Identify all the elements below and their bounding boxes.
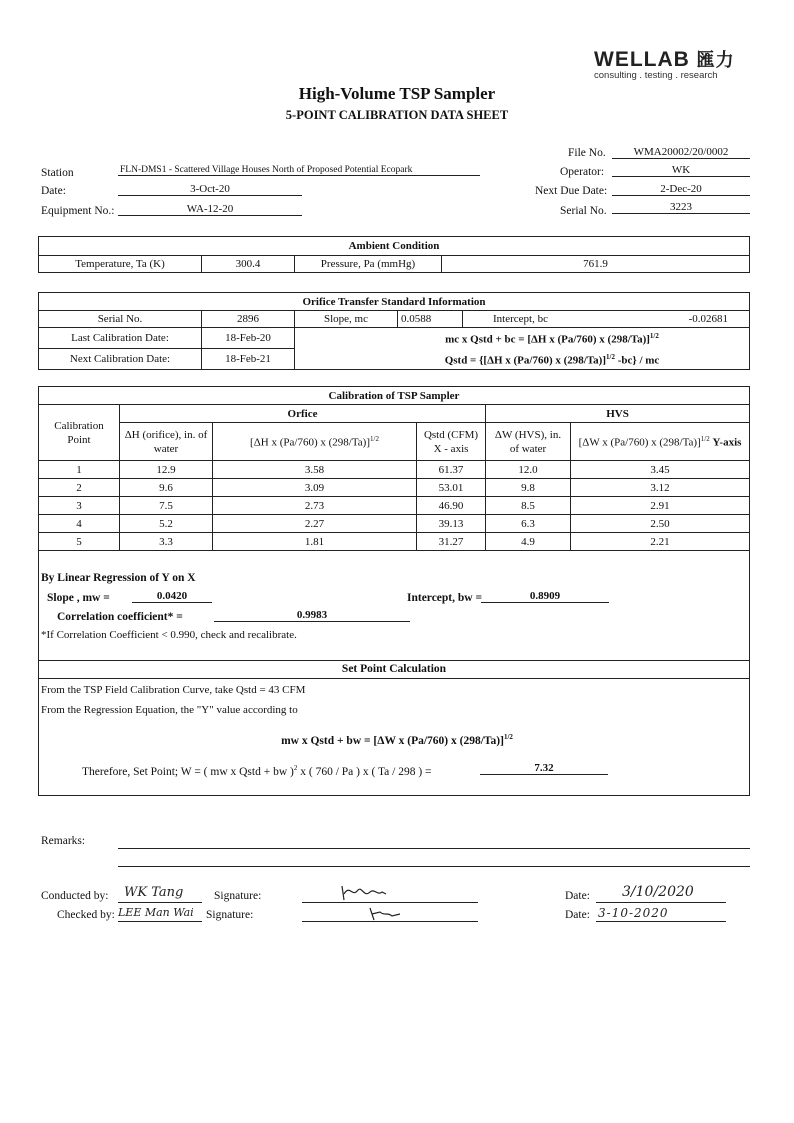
- setpoint-title-bar: [38, 661, 750, 679]
- equipment-label: Equipment No.:: [41, 205, 115, 217]
- intercept-bw-label: Intercept, bw =: [407, 592, 483, 604]
- calibration-table: [38, 386, 750, 551]
- cell-dh-expr: 3.58: [213, 461, 417, 479]
- slope-mw-label: Slope , mw =: [47, 592, 110, 604]
- orifice-serial-value: 2896: [202, 311, 295, 328]
- file-no-value: WMA20002/20/0002: [612, 146, 750, 159]
- calibration-row: [39, 461, 750, 479]
- orifice-serial-label: Serial No.: [39, 311, 202, 328]
- ambient-condition-table: [38, 236, 750, 273]
- col-delta-h: ΔH (orifice), in. of water: [120, 423, 213, 461]
- cell-dw-expr: 2.21: [571, 533, 750, 551]
- signature-scribble-1: [338, 880, 398, 904]
- conducted-by-line: [118, 902, 202, 903]
- temperature-value: 300.4: [202, 256, 295, 273]
- calibration-row: [39, 515, 750, 533]
- conducted-by-label: Conducted by:: [41, 890, 109, 902]
- last-cal-value: 18-Feb-20: [202, 328, 295, 349]
- conducted-by-signature: WK Tang: [124, 885, 184, 900]
- cell-dh-expr: 1.81: [213, 533, 417, 551]
- equipment-value: WA-12-20: [118, 203, 302, 216]
- cell-dw-expr: 3.12: [571, 479, 750, 497]
- logo-brand: WELLAB: [594, 48, 690, 71]
- date-handwritten-2: 3-10-2020: [598, 906, 669, 920]
- intercept-bc-cell: [463, 311, 750, 328]
- col-delta-h-expr: [ΔH x (Pa/760) x (298/Ta)]$^{1/2}$: [213, 423, 417, 461]
- date-label: Date:: [41, 185, 66, 197]
- cell-dh: 12.9: [120, 461, 213, 479]
- col-delta-w: ΔW (HVS), in. of water: [486, 423, 571, 461]
- cell-dh: 3.3: [120, 533, 213, 551]
- last-cal-label: Last Calibration Date:: [39, 328, 202, 349]
- cell-dh: 5.2: [120, 515, 213, 533]
- col-delta-w-expr: [ΔW x (Pa/760) x (298/Ta)]$^{1/2}$ Y-axis: [571, 423, 750, 461]
- page-subtitle: 5-POINT CALIBRATION DATA SHEET: [285, 108, 509, 122]
- orifice-title: Orifice Transfer Standard Information: [39, 293, 750, 311]
- cell-dw: 8.5: [486, 497, 571, 515]
- cell-dw-expr: 2.91: [571, 497, 750, 515]
- operator-label: Operator:: [560, 166, 605, 178]
- calibration-row: [39, 497, 750, 515]
- intercept-bc-label: Intercept, bc: [493, 313, 548, 325]
- setpoint-equation: mw x Qstd + bw = [ΔW x (Pa/760) x (298/Ta)]$^{1/2}$: [281, 733, 513, 747]
- ambient-title: Ambient Condition: [39, 237, 750, 256]
- next-cal-value: 18-Feb-21: [202, 349, 295, 370]
- col-calibration-point: Calibration Point: [39, 405, 120, 461]
- cell-point: 2: [39, 479, 120, 497]
- date-value: 3-Oct-20: [118, 183, 302, 196]
- logo-chinese: 匯力: [696, 50, 735, 71]
- cell-point: 4: [39, 515, 120, 533]
- cell-point: 3: [39, 497, 120, 515]
- logo-tagline: consulting . testing . research: [594, 70, 718, 81]
- cell-dw: 4.9: [486, 533, 571, 551]
- station-value: FLN-DMS1 - Scattered Village Houses North of Proposed Potential Ecopark: [118, 165, 480, 176]
- signature-scribble-2: [366, 904, 406, 922]
- remarks-line-2: [118, 866, 750, 867]
- setpoint-therefore: Therefore, Set Point; W = ( mw x Qstd + bw )$^2$ x ( 760 / Pa ) x ( Ta / 298 ) =: [82, 764, 432, 778]
- cell-dh: 7.5: [120, 497, 213, 515]
- setpoint-line-1: From the TSP Field Calibration Curve, take Qstd = 43 CFM: [41, 684, 306, 696]
- group-orifice: Orfice: [120, 405, 486, 423]
- pressure-value: 761.9: [442, 256, 750, 273]
- cell-dw: 9.8: [486, 479, 571, 497]
- checked-by-signature: LEE Man Wai: [118, 906, 194, 919]
- temperature-label: Temperature, Ta (K): [39, 256, 202, 273]
- cell-qstd: 53.01: [417, 479, 486, 497]
- checked-by-label: Checked by:: [57, 909, 115, 921]
- station-label: Station: [41, 167, 74, 179]
- correlation-note: *If Correlation Coefficient < 0.990, check and recalibrate.: [41, 629, 297, 641]
- remarks-label: Remarks:: [41, 835, 86, 847]
- cell-dh-expr: 2.27: [213, 515, 417, 533]
- cell-qstd: 46.90: [417, 497, 486, 515]
- slope-mw-value: 0.0420: [132, 590, 212, 603]
- serial-value: 3223: [612, 201, 750, 214]
- cell-dh: 9.6: [120, 479, 213, 497]
- cell-dw: 12.0: [486, 461, 571, 479]
- slope-mc-label: Slope, mc: [295, 311, 398, 328]
- correlation-label: Correlation coefficient* =: [57, 611, 183, 623]
- cell-dw-expr: 3.45: [571, 461, 750, 479]
- regression-title: By Linear Regression of Y on X: [41, 572, 196, 584]
- pressure-label: Pressure, Pa (mmHg): [295, 256, 442, 273]
- intercept-bc-value: -0.02681: [688, 313, 728, 325]
- file-no-label: File No.: [568, 147, 606, 159]
- date-line-1: [596, 902, 726, 903]
- cell-point: 5: [39, 533, 120, 551]
- orifice-equation-1: mc x Qstd + bc = [ΔH x (Pa/760) x (298/Ta)]$^{1/2}$: [445, 332, 659, 346]
- slope-mc-value: 0.0588: [398, 311, 463, 328]
- remarks-line-1: [118, 848, 750, 849]
- correlation-value: 0.9983: [214, 609, 410, 622]
- cell-dw-expr: 2.50: [571, 515, 750, 533]
- cell-qstd: 39.13: [417, 515, 486, 533]
- signature-label-2: Signature:: [206, 909, 254, 921]
- setpoint-result: 7.32: [480, 762, 608, 775]
- orifice-equations: [295, 328, 750, 370]
- calibration-row: [39, 533, 750, 551]
- operator-value: WK: [612, 164, 750, 177]
- next-cal-label: Next Calibration Date:: [39, 349, 202, 370]
- page-title: High-Volume TSP Sampler: [298, 84, 496, 103]
- serial-label: Serial No.: [560, 205, 607, 217]
- setpoint-line-2: From the Regression Equation, the "Y" value according to: [41, 704, 298, 716]
- cell-dh-expr: 3.09: [213, 479, 417, 497]
- intercept-bw-value: 0.8909: [481, 590, 609, 603]
- cell-qstd: 61.37: [417, 461, 486, 479]
- cell-qstd: 31.27: [417, 533, 486, 551]
- cell-dw: 6.3: [486, 515, 571, 533]
- cell-dh-expr: 2.73: [213, 497, 417, 515]
- date-label-1: Date:: [565, 890, 590, 902]
- date-handwritten-1: 3/10/2020: [622, 884, 694, 900]
- date-label-2: Date:: [565, 909, 590, 921]
- cell-point: 1: [39, 461, 120, 479]
- next-due-value: 2-Dec-20: [612, 183, 750, 196]
- setpoint-title: Set Point Calculation: [341, 663, 447, 675]
- signature-label-1: Signature:: [214, 890, 262, 902]
- orifice-table: [38, 292, 750, 370]
- col-qstd: Qstd (CFM) X - axis: [417, 423, 486, 461]
- company-logo: [594, 46, 735, 72]
- calibration-row: [39, 479, 750, 497]
- date-line-2: [596, 921, 726, 922]
- orifice-equation-2: Qstd = {[ΔH x (Pa/760) x (298/Ta)]$^{1/2}$ -bc} / mc: [444, 352, 660, 367]
- group-hvs: HVS: [486, 405, 750, 423]
- checked-by-line: [118, 921, 202, 922]
- next-due-label: Next Due Date:: [535, 185, 608, 197]
- calibration-title: Calibration of TSP Sampler: [39, 387, 750, 405]
